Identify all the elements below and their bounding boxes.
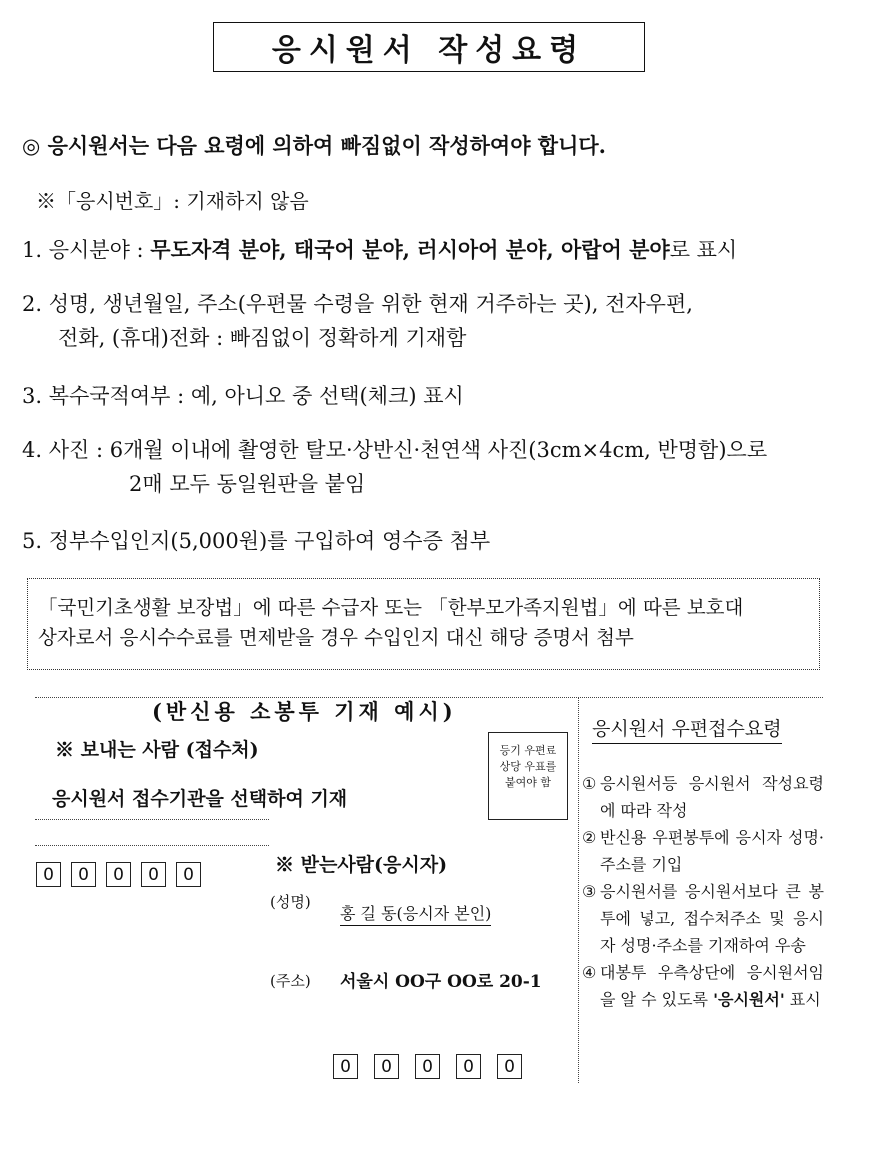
item-1-fields: 무도자격 분야, 태국어 분야, 러시아어 분야, 아랍어 분야 xyxy=(150,237,670,262)
item-2-line-1: 2. 성명, 생년월일, 주소(우편물 수령을 위한 현재 거주하는 곳), 전자우편, xyxy=(22,292,693,316)
sender-divider-2 xyxy=(35,845,269,846)
guide-item xyxy=(582,770,824,824)
zip-digit: 0 xyxy=(106,862,131,887)
guide-item-text: 반신용 우편봉투에 응시자 성명·주소를 기입 xyxy=(600,828,824,874)
recipient-label: ※ 받는사람(응시자) xyxy=(275,854,448,876)
item-3: 3. 복수국적여부 : 예, 아니오 중 선택(체크) 표시 xyxy=(22,384,464,408)
zip-digit: 0 xyxy=(36,862,61,887)
recipient-zip-code xyxy=(333,1054,522,1079)
zip-digit: 0 xyxy=(333,1054,358,1079)
item-4-line-2: 2매 모두 동일원판을 붙임 xyxy=(129,471,366,496)
zip-digit: 0 xyxy=(141,862,166,887)
page-title xyxy=(213,22,645,72)
zip-digit: 0 xyxy=(71,862,96,887)
address-label: (주소) xyxy=(270,972,311,990)
item-5: 5. 정부수입인지(5,000원)를 구입하여 영수증 첨부 xyxy=(22,529,491,553)
sender-label: ※ 보내는 사람 (접수처) xyxy=(55,739,259,761)
recipient-address: 서울시 OO구 OO로 20-1 xyxy=(340,972,542,992)
item-1 xyxy=(22,233,737,268)
guide-item-text xyxy=(600,959,824,1013)
guide-item xyxy=(582,824,824,878)
guide-item-number: ① xyxy=(582,774,597,793)
fee-exemption-line-2: 상자로서 응시수수료를 면제받을 경우 수입인지 대신 해당 증명서 첨부 xyxy=(38,626,634,650)
stamp-text-3: 붙여야 함 xyxy=(504,775,551,789)
guide-item xyxy=(582,878,824,959)
guide-item-text-prefix: 대봉투 우측상단에 응시원서임을 알 수 있도록 xyxy=(600,963,824,1009)
page-title-text: 응시원서 작성요령 xyxy=(271,33,587,68)
guide-item xyxy=(582,959,824,1013)
sender-zip-code xyxy=(36,862,201,887)
guide-item-text: 응시원서를 응시원서보다 큰 봉투에 넣고, 접수처주소 및 응시자 성명·주소를 기재하여 우송 xyxy=(600,882,824,955)
name-label: (성명) xyxy=(270,893,311,911)
item-4-line-1: 4. 사진 : 6개월 이내에 촬영한 탈모·상반신·천연색 사진(3cm×4cm, 반명함)으로 xyxy=(22,438,768,462)
item-4 xyxy=(22,434,767,501)
guide-item-text: 응시원서등 응시원서 작성요령에 따라 작성 xyxy=(600,774,824,820)
envelope-example-title: (반신용 소봉투 기재 예시) xyxy=(152,699,457,724)
guide-item-number: ② xyxy=(582,828,597,847)
stamp-text-2: 상당 우표를 xyxy=(499,759,557,773)
mail-guide-title: 응시원서 우편접수요령 xyxy=(592,714,782,744)
guide-item-text-suffix: 표시 xyxy=(784,990,821,1009)
sender-description: 응시원서 접수기관을 선택하여 기재 xyxy=(52,788,348,810)
item-1-prefix: 1. 응시분야 : xyxy=(22,238,151,262)
fee-exemption-line-1: 「국민기초생활 보장법」에 따른 수급자 또는 「한부모가족지원법」에 따른 보호대 xyxy=(38,596,744,619)
zip-digit: 0 xyxy=(456,1054,481,1079)
intro-text: ◎ 응시원서는 다음 요령에 의하여 빠짐없이 작성하여야 합니다. xyxy=(22,133,606,158)
guide-item-text-emphasis: '응시원서' xyxy=(713,990,785,1009)
zip-digit: 0 xyxy=(415,1054,440,1079)
exam-number-note: ※「응시번호」: 기재하지 않음 xyxy=(36,189,309,213)
stamp-box xyxy=(488,732,568,820)
item-2 xyxy=(22,288,693,355)
guide-item-number: ④ xyxy=(582,963,597,982)
column-divider xyxy=(578,698,579,1083)
item-1-suffix: 로 표시 xyxy=(669,238,738,262)
guide-item-number: ③ xyxy=(582,882,597,901)
zip-digit: 0 xyxy=(497,1054,522,1079)
item-2-line-2: 전화, (휴대)전화 : 빠짐없이 정확하게 기재함 xyxy=(58,325,467,350)
zip-digit: 0 xyxy=(176,862,201,887)
sender-divider xyxy=(35,819,269,820)
mail-guide-list xyxy=(582,770,824,1013)
recipient-name: 홍 길 동(응시자 본인) xyxy=(340,901,491,926)
zip-digit: 0 xyxy=(374,1054,399,1079)
stamp-text-1: 등기 우편료 xyxy=(499,744,557,757)
fee-exemption-box xyxy=(27,578,820,670)
